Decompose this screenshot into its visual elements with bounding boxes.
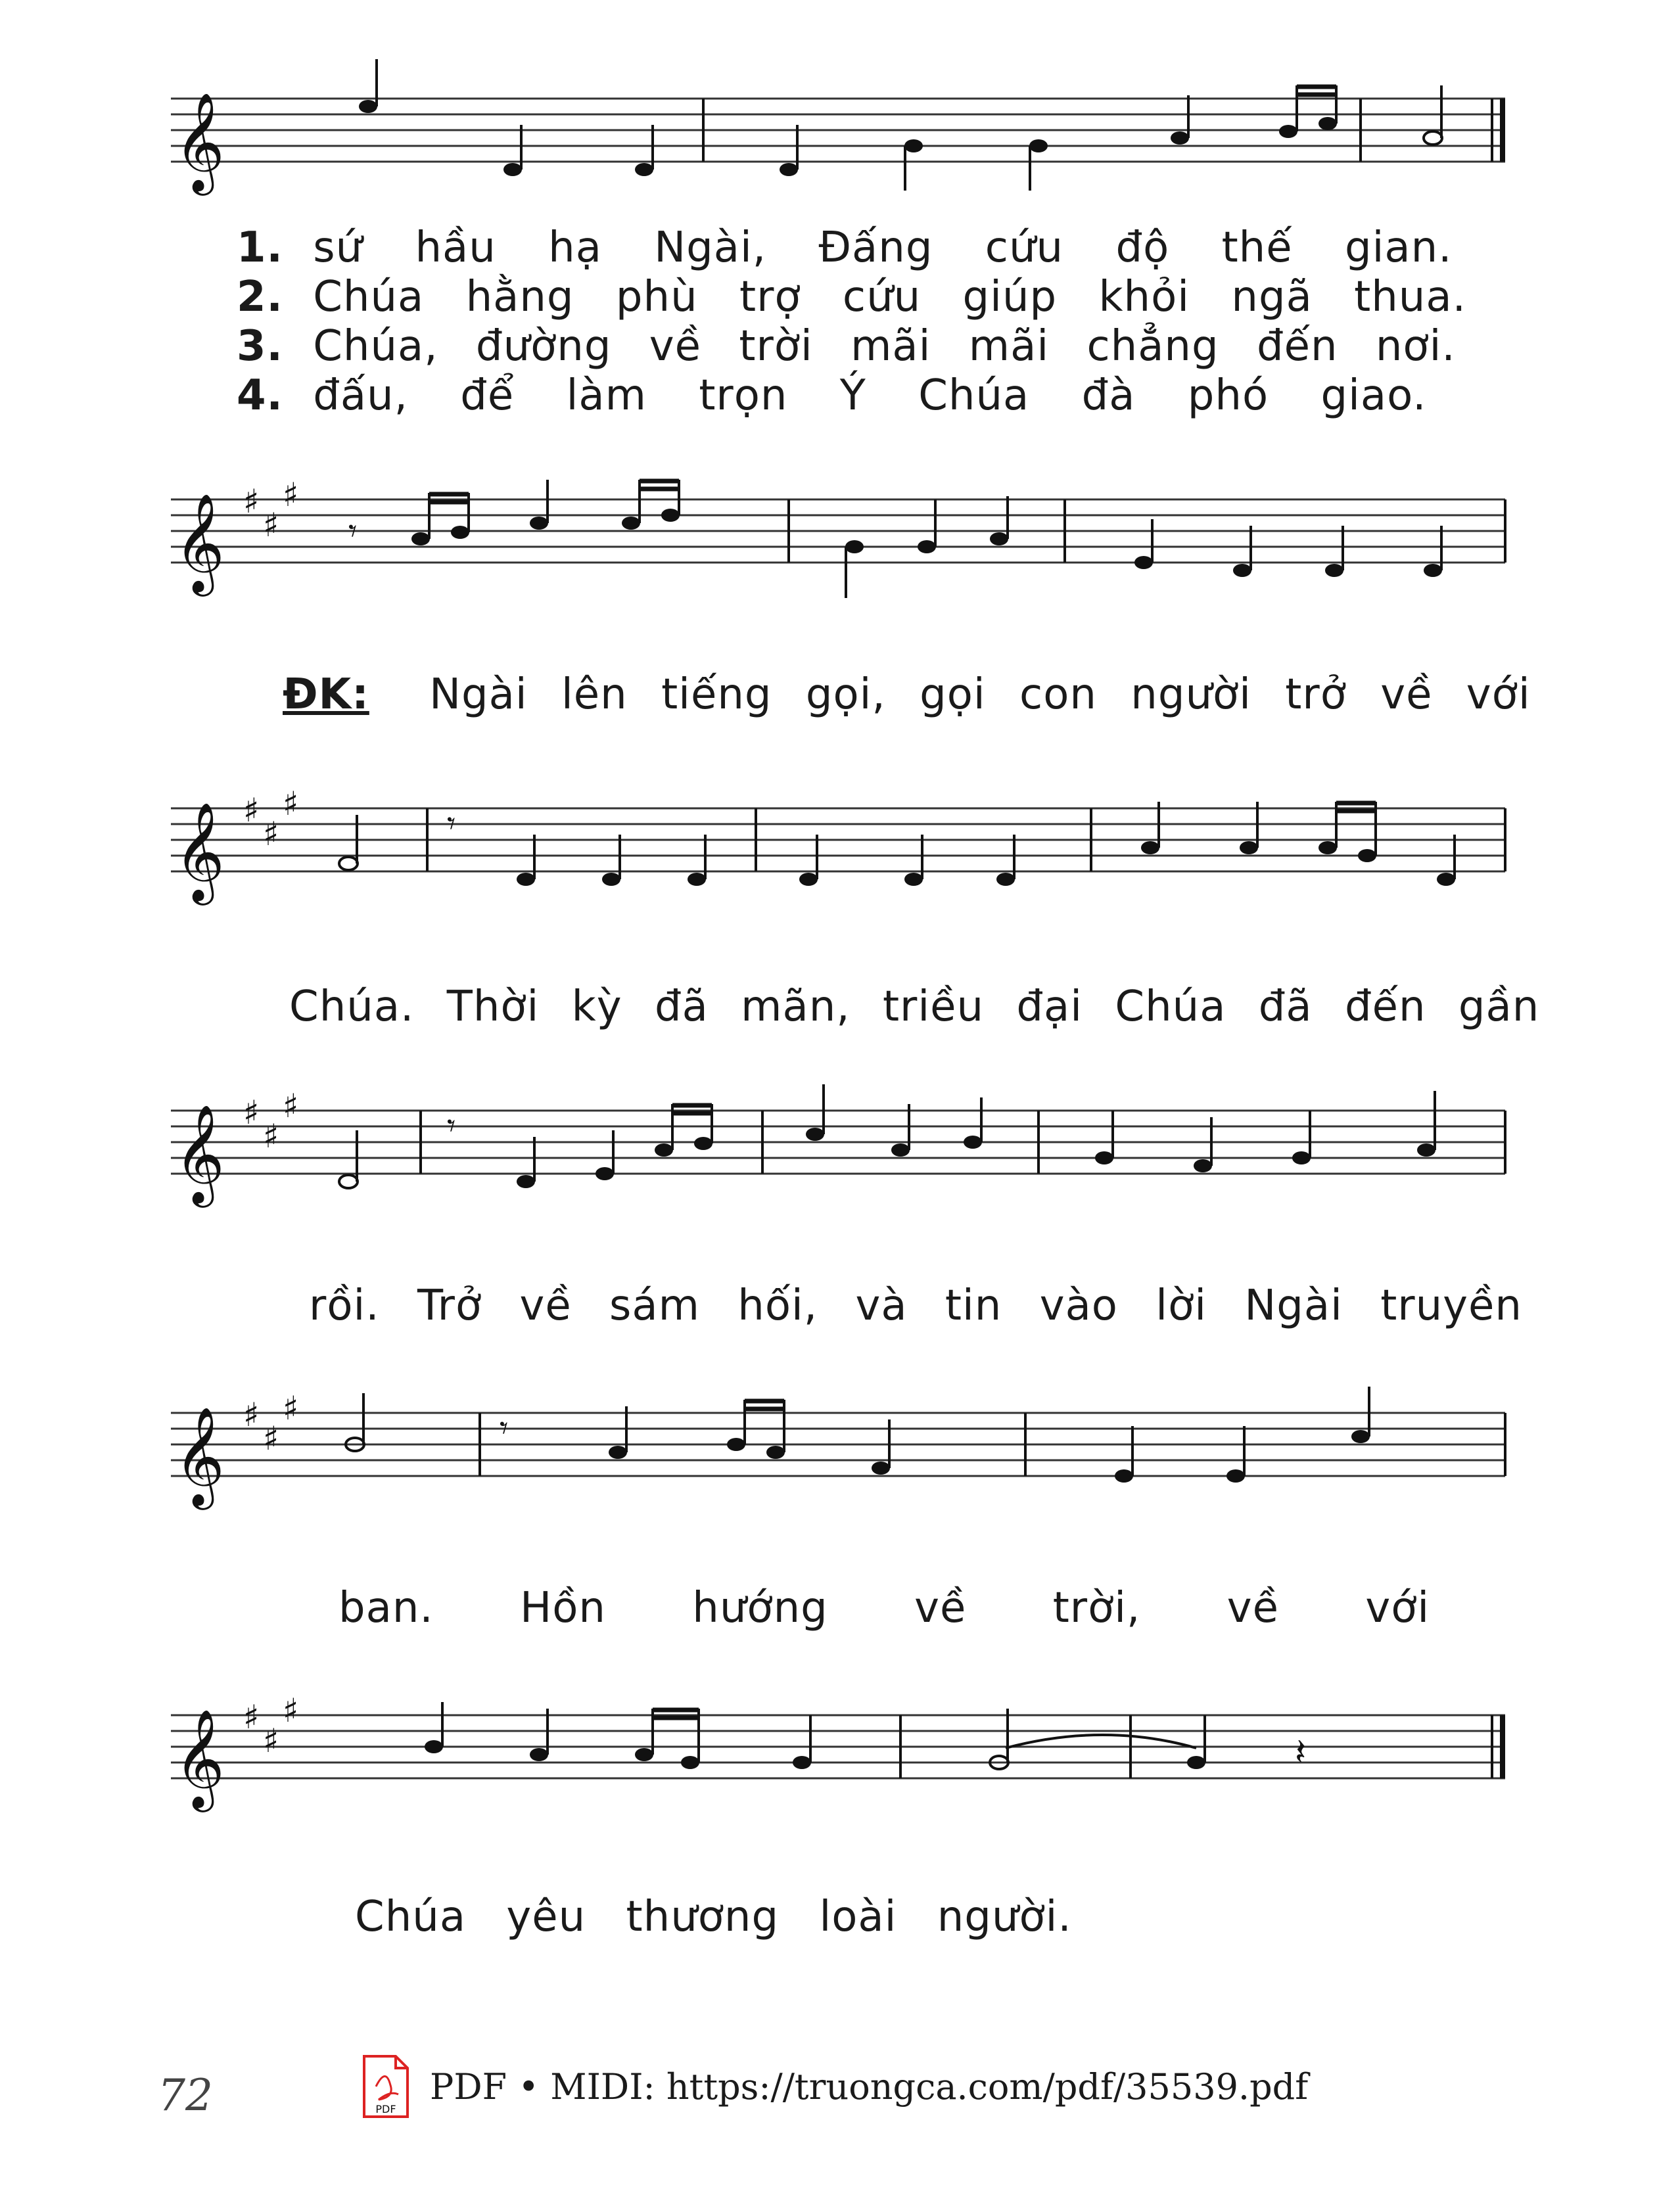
sharp-icon: ♯ bbox=[263, 506, 279, 544]
verse-number: 4. bbox=[237, 371, 283, 420]
verse-number: 2. bbox=[237, 273, 283, 321]
sharp-icon: ♯ bbox=[283, 1087, 299, 1125]
rest-icon: 𝄾 bbox=[500, 1409, 509, 1447]
sharp-icon: ♯ bbox=[263, 815, 279, 853]
refrain-text: Chúa yêu thương loài người. bbox=[355, 1893, 1072, 1941]
footer-link[interactable] bbox=[362, 2050, 1308, 2123]
verse-line-3 bbox=[237, 322, 1456, 371]
sharp-icon: ♯ bbox=[283, 1389, 299, 1427]
verse-line-1 bbox=[237, 223, 1452, 272]
sharp-icon: ♯ bbox=[263, 1419, 279, 1458]
rest-icon: 𝄽 bbox=[1295, 1731, 1307, 1774]
svg-text:PDF: PDF bbox=[375, 2103, 396, 2115]
refrain-text: ban. Hồn hướng về trời, về với bbox=[338, 1584, 1430, 1632]
verse-number: 3. bbox=[237, 322, 283, 371]
verse-line-2 bbox=[237, 273, 1466, 321]
music-staff-5 bbox=[158, 1373, 1525, 1531]
sharp-icon: ♯ bbox=[243, 1698, 260, 1736]
refrain-line-5 bbox=[355, 1893, 1072, 1941]
rest-icon: 𝄾 bbox=[447, 804, 456, 842]
sharp-icon: ♯ bbox=[283, 1692, 299, 1730]
refrain-line-4 bbox=[338, 1584, 1430, 1632]
refrain-line-1 bbox=[283, 670, 1531, 719]
music-staff-4 bbox=[158, 1071, 1525, 1229]
treble-clef-icon: 𝄞 bbox=[174, 1103, 225, 1203]
verse-text: Chúa hằng phù trợ cứu giúp khỏi ngã thua. bbox=[313, 273, 1466, 321]
page-number: 72 bbox=[158, 2070, 213, 2121]
treble-clef-icon: 𝄞 bbox=[174, 1406, 225, 1506]
sharp-icon: ♯ bbox=[243, 1094, 260, 1132]
verse-text: sứ hầu hạ Ngài, Đấng cứu độ thế gian. bbox=[313, 223, 1453, 272]
music-staff-2 bbox=[158, 460, 1525, 618]
footer-text[interactable]: PDF • MIDI: https://truongca.com/pdf/35539.pdf bbox=[430, 2065, 1309, 2108]
music-staff-6 bbox=[158, 1676, 1525, 1833]
verse-number: 1. bbox=[237, 223, 283, 272]
sharp-icon: ♯ bbox=[283, 476, 299, 514]
verse-text: đấu, để làm trọn Ý Chúa đà phó giao. bbox=[313, 371, 1427, 420]
sharp-icon: ♯ bbox=[263, 1722, 279, 1760]
sharp-icon: ♯ bbox=[263, 1117, 279, 1155]
sharp-icon: ♯ bbox=[243, 1396, 260, 1434]
verse-text: Chúa, đường về trời mãi mãi chẳng đến nơi. bbox=[313, 322, 1456, 371]
refrain-label: ĐK: bbox=[283, 670, 369, 719]
refrain-line-2 bbox=[289, 982, 1539, 1031]
rest-icon: 𝄾 bbox=[447, 1107, 456, 1145]
sharp-icon: ♯ bbox=[243, 791, 260, 829]
refrain-text: rồi. Trở về sám hối, và tin vào lời Ngài truyền bbox=[309, 1281, 1522, 1330]
refrain-line-3 bbox=[309, 1281, 1522, 1330]
sharp-icon: ♯ bbox=[283, 785, 299, 823]
rest-icon: 𝄾 bbox=[348, 512, 358, 550]
sharp-icon: ♯ bbox=[243, 482, 260, 520]
treble-clef-icon: 𝄞 bbox=[174, 801, 225, 901]
treble-clef-icon: 𝄞 bbox=[174, 91, 225, 191]
refrain-text: Chúa. Thời kỳ đã mãn, triều đại Chúa đã đến gần bbox=[289, 982, 1540, 1031]
refrain-text: Ngài lên tiếng gọi, gọi con người trở về với bbox=[429, 670, 1531, 719]
treble-clef-icon: 𝄞 bbox=[174, 1708, 225, 1808]
music-staff-1 bbox=[158, 59, 1525, 217]
pdf-icon bbox=[362, 2054, 410, 2119]
verse-line-4 bbox=[237, 371, 1426, 420]
treble-clef-icon: 𝄞 bbox=[174, 492, 225, 592]
music-staff-3 bbox=[158, 769, 1525, 927]
